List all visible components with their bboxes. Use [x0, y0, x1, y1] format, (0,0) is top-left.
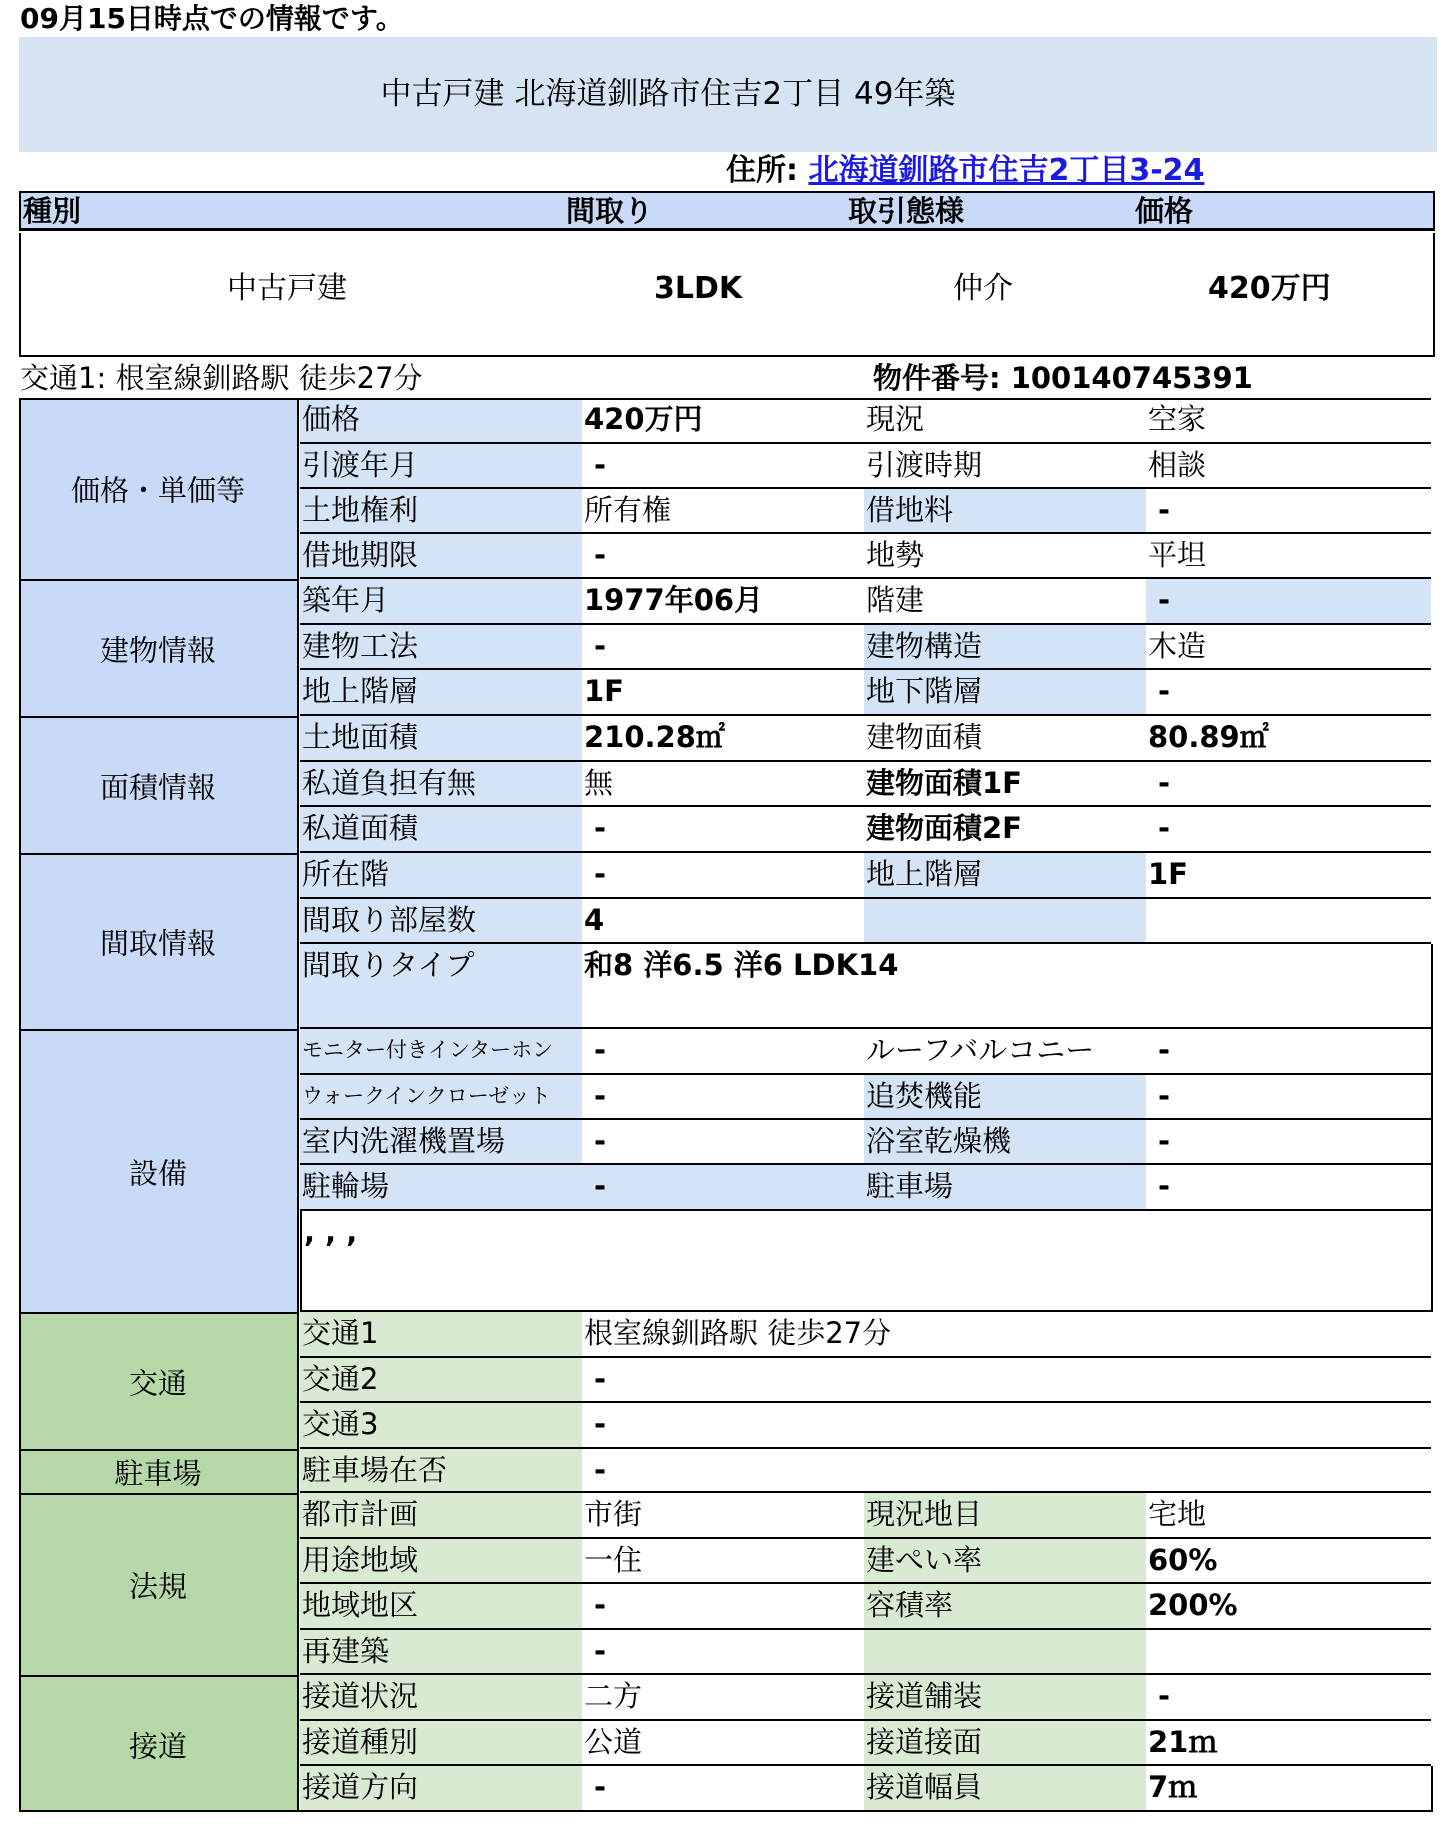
table-border-bottom	[19, 1810, 1433, 1812]
table-row: 駐車場在否 -	[300, 1449, 1431, 1493]
summary-values	[19, 233, 1435, 357]
table-row: 地上階層 1F 地下階層 -	[300, 670, 1431, 716]
table-row: モニター付きインターホン - ルーフバルコニー -	[300, 1029, 1431, 1075]
summary-type: 中古戸建	[227, 271, 347, 306]
table-row: 地域地区 - 容積率 200%	[300, 1584, 1431, 1630]
table-row: 接道状況 二方 接道舗装 -	[300, 1675, 1431, 1721]
table-row: 私道面積 - 建物面積2F -	[300, 807, 1431, 853]
table-row: 土地面積 210.28㎡ 建物面積 80.89㎡	[300, 716, 1431, 762]
table-row: 室内洗濯機置場 - 浴室乾燥機 -	[300, 1120, 1431, 1165]
table-row: 価格 420万円 現況 空家	[300, 398, 1431, 444]
section-transport: 交通	[19, 1312, 299, 1449]
section-area: 面積情報	[19, 716, 299, 853]
table-row: 築年月 1977年06月 階建 -	[300, 579, 1431, 625]
summary-layout: 3LDK	[654, 271, 743, 306]
table-row: 交通2 -	[300, 1358, 1431, 1403]
section-building: 建物情報	[19, 579, 299, 716]
summary-header-transaction: 取引態様	[848, 194, 965, 228]
table-row: 交通1 根室線釧路駅 徒歩27分	[300, 1312, 1431, 1358]
table-border-left	[19, 398, 21, 1812]
address-link[interactable]: 北海道釧路市住吉2丁目3-24	[808, 153, 1205, 188]
page-title: 中古戸建 北海道釧路市住吉2丁目 49年築	[380, 76, 956, 112]
table-border-right-bottom	[1431, 1766, 1433, 1812]
table-row: ウォークインクローゼット - 追焚機能 -	[300, 1075, 1431, 1120]
summary-header	[19, 191, 1435, 231]
section-equipment: 設備	[19, 1029, 299, 1312]
table-row: 建物工法 - 建物構造 木造	[300, 625, 1431, 670]
table-row: 土地権利 所有権 借地料 -	[300, 489, 1431, 534]
table-row: 交通3 -	[300, 1403, 1431, 1449]
table-row: 間取りタイプ 和8 洋6.5 洋6 LDK14	[300, 944, 1433, 1029]
title-banner	[19, 37, 1437, 152]
table-border-top	[19, 398, 1431, 400]
table-row: 再建築 -	[300, 1630, 1431, 1675]
table-border-right-segment	[1431, 944, 1433, 1312]
section-road: 接道	[19, 1675, 299, 1812]
summary-price: 420万円	[1208, 271, 1331, 306]
table-row: 私道負担有無 無 建物面積1F -	[300, 762, 1431, 807]
table-row: 用途地域 一住 建ぺい率 60%	[300, 1539, 1431, 1584]
section-parking: 駐車場	[19, 1449, 299, 1493]
section-layout: 間取情報	[19, 853, 299, 1029]
equipment-notes: , , ,	[300, 1211, 1433, 1312]
section-regulations: 法規	[19, 1493, 299, 1675]
summary-header-type: 種別	[23, 194, 82, 228]
table-row: 都市計画 市街 現況地目 宅地	[300, 1493, 1431, 1539]
summary-header-layout: 間取り	[566, 194, 654, 228]
as-of-date: 09月15日時点での情報です。	[20, 2, 404, 35]
table-row: 引渡年月 - 引渡時期 相談	[300, 444, 1431, 489]
table-row: 所在階 - 地上階層 1F	[300, 853, 1431, 899]
summary-transaction: 仲介	[953, 271, 1013, 306]
transit-summary: 交通1: 根室線釧路駅 徒歩27分	[20, 361, 423, 395]
table-row: 間取り部屋数 4	[300, 899, 1431, 944]
table-row: 接道種別 公道 接道接面 21ｍ	[300, 1721, 1431, 1766]
table-row: 駐輪場 - 駐車場 -	[300, 1165, 1431, 1211]
address-label: 住所:	[726, 153, 809, 188]
address	[726, 151, 1204, 191]
table-row: 借地期限 - 地勢 平坦	[300, 534, 1431, 579]
property-number: 物件番号: 100140745391	[873, 361, 1253, 395]
section-price: 価格・単価等	[19, 398, 299, 579]
summary-header-price: 価格	[1135, 194, 1194, 228]
table-row: 接道方向 - 接道幅員 7ｍ	[300, 1766, 1431, 1812]
